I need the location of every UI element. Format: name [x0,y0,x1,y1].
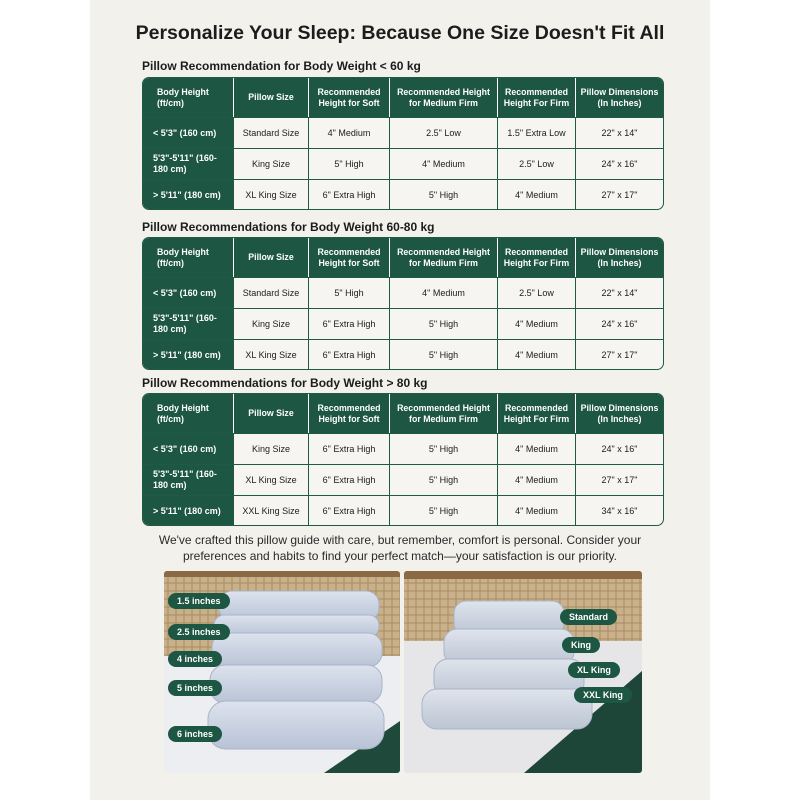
row-body-height: < 5'3" (160 cm) [143,118,233,148]
page-title: Personalize Your Sleep: Because One Size Doesn't Fit All [135,22,665,44]
footnote: We've crafted this pillow guide with care, but remember, comfort is personal. Consider your preferences and habits to find your perfect match—your satisfaction is our priority. [158,533,642,563]
label-5-inches: 5 inches [168,680,222,696]
table-row [143,464,663,495]
cell-soft: 6" Extra High [308,465,389,495]
cell-medium: 4" Medium [389,278,497,308]
cell-pillow-size: XL King Size [233,180,308,210]
label-6-inches: 6 inches [168,726,222,742]
cell-dimensions: 22" x 14" [575,118,663,148]
header-body-height: Body Height (ft/cm) [157,246,209,268]
header-dimensions: Pillow Dimensions (In Inches) [575,78,663,117]
label-1-5-inches: 1.5 inches [168,593,230,609]
cell-soft: 6" Extra High [308,340,389,370]
cell-soft: 6" Extra High [308,180,389,210]
header-medium: Recommended Height for Medium Firm [389,78,497,117]
cell-pillow-size: King Size [233,434,308,464]
cell-medium: 5" High [389,465,497,495]
cell-medium: 2.5" Low [389,118,497,148]
header-pillow-size: Pillow Size [233,78,308,117]
cell-soft: 5" High [308,149,389,179]
section-title-60-80: Pillow Recommendations for Body Weight 60-80 kg [142,220,435,234]
cell-medium: 5" High [389,496,497,526]
table-over-80 [142,393,664,526]
cell-medium: 4" Medium [389,149,497,179]
header-body-height: Body Height (ft/cm) [157,402,209,424]
header-pillow-size: Pillow Size [233,394,308,433]
cell-dimensions: 27" x 17" [575,180,663,210]
header-soft: Recommended Height for Soft [308,78,389,117]
cell-medium: 5" High [389,340,497,370]
header-pillow-size: Pillow Size [233,238,308,277]
header-dimensions: Pillow Dimensions (In Inches) [575,238,663,277]
row-body-height: < 5'3" (160 cm) [143,434,233,464]
cell-firm: 2.5" Low [497,278,575,308]
table-row [143,495,663,526]
row-body-height: > 5'11" (180 cm) [143,496,233,526]
cell-pillow-size: XL King Size [233,465,308,495]
cell-firm: 4" Medium [497,465,575,495]
cell-dimensions: 27" x 17" [575,340,663,370]
cell-medium: 5" High [389,180,497,210]
cell-soft: 6" Extra High [308,496,389,526]
table-row [143,148,663,179]
cell-soft: 5" High [308,278,389,308]
pillow-height-photo [164,571,400,773]
cell-firm: 1.5" Extra Low [497,118,575,148]
cell-dimensions: 24" x 16" [575,309,663,339]
table-row [143,339,663,370]
header-soft: Recommended Height for Soft [308,238,389,277]
infographic-page [90,0,710,800]
label-4-inches: 4 inches [168,651,222,667]
cell-soft: 6" Extra High [308,309,389,339]
header-dimensions: Pillow Dimensions (In Inches) [575,394,663,433]
header-firm: Recommended Height For Firm [497,78,575,117]
cell-pillow-size: Standard Size [233,118,308,148]
table-header-row [143,78,663,117]
header-firm: Recommended Height For Firm [497,394,575,433]
header-medium: Recommended Height for Medium Firm [389,394,497,433]
row-body-height: 5'3"-5'11" (160-180 cm) [143,465,233,495]
table-60-80 [142,237,664,370]
label-2-5-inches: 2.5 inches [168,624,230,640]
cell-dimensions: 24" x 16" [575,149,663,179]
header-soft: Recommended Height for Soft [308,394,389,433]
cell-medium: 5" High [389,309,497,339]
cell-firm: 4" Medium [497,434,575,464]
cell-dimensions: 27" x 17" [575,465,663,495]
cell-firm: 4" Medium [497,340,575,370]
header-firm: Recommended Height For Firm [497,238,575,277]
cell-firm: 4" Medium [497,496,575,526]
section-title-under-60: Pillow Recommendation for Body Weight < 60 kg [142,59,421,73]
cell-dimensions: 24" x 16" [575,434,663,464]
cell-firm: 4" Medium [497,180,575,210]
label-xxl-king: XXL King [574,687,632,703]
cell-firm: 2.5" Low [497,149,575,179]
row-body-height: 5'3"-5'11" (160-180 cm) [143,149,233,179]
cell-pillow-size: XXL King Size [233,496,308,526]
row-body-height: > 5'11" (180 cm) [143,340,233,370]
table-row [143,277,663,308]
table-header-row [143,238,663,277]
label-standard: Standard [560,609,617,625]
cell-medium: 5" High [389,434,497,464]
pillow-size-photo [404,571,642,773]
cell-dimensions: 34" x 16" [575,496,663,526]
table-header-row [143,394,663,433]
cell-dimensions: 22" x 14" [575,278,663,308]
label-king: King [562,637,600,653]
table-row [143,308,663,339]
table-row [143,433,663,464]
cell-pillow-size: XL King Size [233,340,308,370]
cell-pillow-size: King Size [233,149,308,179]
cell-firm: 4" Medium [497,309,575,339]
row-body-height: 5'3"-5'11" (160-180 cm) [143,309,233,339]
section-title-over-80: Pillow Recommendations for Body Weight > 80 kg [142,376,428,390]
cell-pillow-size: King Size [233,309,308,339]
header-body-height: Body Height (ft/cm) [157,86,209,108]
row-body-height: > 5'11" (180 cm) [143,180,233,210]
cell-soft: 4" Medium [308,118,389,148]
table-row [143,117,663,148]
table-row [143,179,663,210]
row-body-height: < 5'3" (160 cm) [143,278,233,308]
cell-pillow-size: Standard Size [233,278,308,308]
header-medium: Recommended Height for Medium Firm [389,238,497,277]
table-under-60 [142,77,664,210]
cell-soft: 6" Extra High [308,434,389,464]
label-xl-king: XL King [568,662,620,678]
